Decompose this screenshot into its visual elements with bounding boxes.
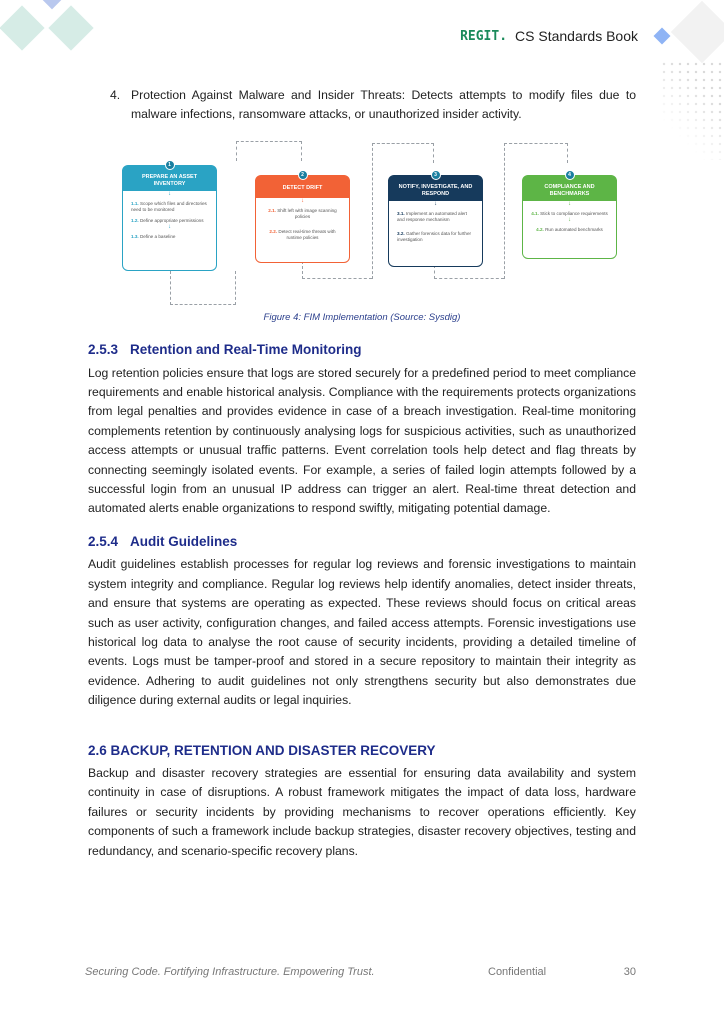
step-title: NOTIFY, INVESTIGATE, AND RESPOND: [389, 176, 482, 201]
footer-tagline: Securing Code. Fortifying Infrastructure. Empowering Trust.: [85, 966, 375, 978]
step-badge: 1: [165, 160, 175, 170]
step-badge: 2: [298, 170, 308, 180]
fim-diagram: [88, 143, 636, 303]
list-text: Protection Against Malware and Insider Threats: Detects attempts to modify files due to malware infections, ransomware attacks, or unauthorized insider activity.: [131, 88, 636, 122]
section-body: Log retention policies ensure that logs are stored securely for a predefined period to meet compliance requirements and enable historical analysis. Compliance with the requirements protects organizations from legal penalties and provides evidence in case of a breach investigation. Real-time monitoring complements retention by continuously analysing logs for suspicious activities, such as unauthorized access attempts or unusual traffic patterns. Event correlation tools help detect and flag threats by connecting seemingly isolated events. For example, a series of failed login attempts followed by a successful login from an unusual IP address can trigger an alert. Real-time threat detection and automated alerts enable organizations to respond swiftly, mitigating potential damage.: [88, 365, 636, 516]
step-item: 4.1. Stick to compliance requirements: [531, 210, 608, 216]
step-card-4: [522, 171, 617, 259]
arrow-down-icon: ↓: [301, 197, 304, 204]
step-item: 1.2. Define appropriate permissions: [131, 217, 204, 223]
section-heading-2-5-3: [88, 340, 636, 359]
connector-2-3: [302, 261, 372, 279]
connector-1-2-top: [236, 141, 302, 161]
footer-confidential: Confidential: [488, 966, 547, 978]
section-title: Retention and Real-Time Monitoring: [130, 342, 362, 358]
page-header: [460, 28, 638, 44]
book-title: CS Standards Book: [515, 28, 638, 44]
major-section-body: Backup and disaster recovery strategies are essential for ensuring data availability and system continuity in case of disruptions. A robust framework mitigates the impact of data loss, hardware failures or security incidents by providing mechanisms to recover operations efficiently. Key components of such a framework include backup strategies, disaster recovery objectives, testing and redundancy, and scenario-specific recovery plans.: [88, 765, 636, 858]
section-number: 2.5.3: [88, 342, 119, 358]
list-number: 4.: [110, 88, 121, 102]
connector-3-4-top: [504, 143, 568, 163]
section-body: Audit guidelines establish processes for regular log reviews and forensic investigations to maintain system integrity and compliance. Regular log reviews help identify anomalies, detect insider threats, and ensure that systems are operating as expected. These reviews should focus on critical areas such as user activity, configuration changes, and failed access attempts. Forensic investigations use historical log data to analyse the root cause of security incidents, providing a detailed timeline of events. Logs must be tamper-proof and stored in a secure repository to maintain their integrity as evidence. Adhering to audit guidelines not only strengthens security but also demonstrates due diligence during external audits or legal inquiries.: [88, 557, 636, 708]
major-section-heading: 2.6 BACKUP, RETENTION AND DISASTER RECOVERY: [88, 742, 436, 758]
step-card-1: [122, 161, 217, 271]
step-title: PREPARE AN ASSET INVENTORY: [123, 166, 216, 191]
corner-decoration: [0, 5, 45, 50]
arrow-down-icon: ↓: [434, 200, 437, 207]
section-title: Audit Guidelines: [130, 533, 238, 549]
figure-caption: Figure 4: FIM Implementation (Source: Sysdig): [263, 311, 461, 323]
corner-decoration: [671, 1, 724, 63]
step-item: 1.3. Define a baseline: [131, 234, 176, 240]
step-badge: 3: [431, 170, 441, 180]
corner-decoration: [654, 28, 671, 45]
regit-logo: REGIT.: [460, 28, 508, 44]
step-item: 2.2. Detect real-time threats with runtime policies: [269, 228, 336, 241]
step-title: COMPLIANCE AND BENCHMARKS: [523, 176, 616, 201]
step-card-3: [388, 171, 483, 267]
connector-2-3-top: [372, 143, 434, 163]
connector-1-2: [170, 271, 236, 305]
arrow-down-icon: ↓: [568, 217, 571, 224]
dot-pattern-decoration: [660, 60, 724, 160]
step-item: 1.1. Scope which files and directories need to be monitored: [131, 200, 207, 213]
corner-decoration: [48, 5, 93, 50]
corner-decoration: [41, 0, 64, 9]
step-item: 3.1. Implement an automated alert and response mechanism: [397, 210, 467, 223]
arrow-down-icon: ↓: [568, 200, 571, 207]
section-heading-2-5-4: [88, 532, 636, 551]
step-item: 2.1. Shift left with image scanning policies: [268, 207, 337, 220]
connector-3-4: [434, 265, 504, 279]
step-item: 4.2. Run automated benchmarks: [536, 227, 603, 233]
section-number: 2.5.4: [88, 533, 119, 549]
page-number: 30: [623, 966, 636, 978]
step-badge: 4: [565, 170, 575, 180]
step-title: DETECT DRIFT: [256, 176, 349, 198]
step-item: 3.2. Gather forensics data for further investigation: [397, 230, 472, 243]
arrow-down-icon: ↓: [168, 224, 171, 231]
list-item: [88, 86, 636, 125]
arrow-down-icon: ↓: [168, 190, 171, 197]
step-card-2: [255, 171, 350, 263]
page-content: [88, 86, 636, 861]
